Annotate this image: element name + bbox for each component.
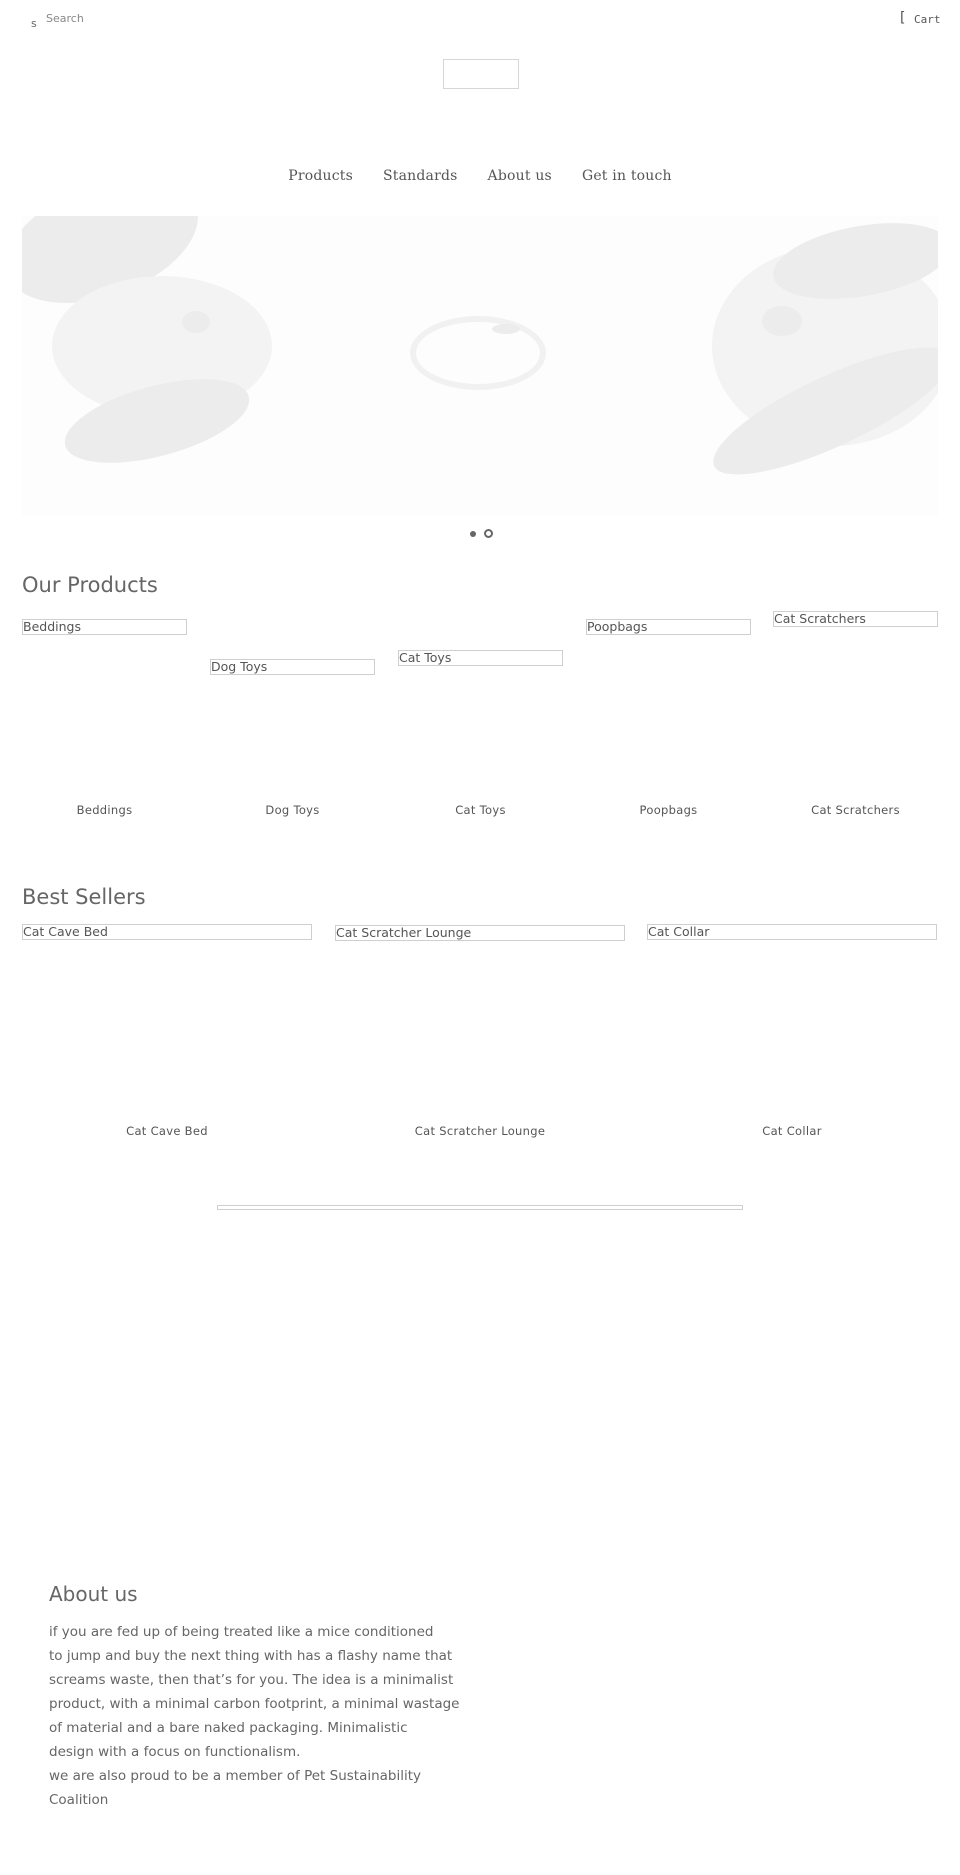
best-seller-caption-cat-cave-bed[interactable]: Cat Cave Bed [126,1124,208,1138]
best-seller-caption-cat-scratcher-lounge[interactable]: Cat Scratcher Lounge [414,1124,546,1138]
nav-item-about-us[interactable]: About us [487,168,552,184]
nav-item-products[interactable]: Products [288,168,353,184]
nav-item-get-in-touch[interactable]: Get in touch [581,168,672,184]
product-caption-cat-scratchers[interactable]: Cat Scratchers [811,803,900,817]
search-input[interactable] [46,9,246,27]
product-caption-beddings[interactable]: Beddings [76,803,133,817]
product-caption-dog-toys[interactable]: Dog Toys [265,803,320,817]
hero-decor [410,316,546,390]
product-image-cat-scratchers[interactable]: Cat Scratchers [773,611,938,627]
product-image-poopbags[interactable]: Poopbags [586,619,751,635]
search-icon: s [31,17,37,30]
main-nav [0,168,960,184]
section-divider-bar [217,1205,743,1210]
about-section-title: About us [49,1582,138,1606]
hero-decor [492,324,520,334]
hero-decor [182,311,210,333]
product-caption-poopbags[interactable]: Poopbags [639,803,698,817]
hero-decor [762,306,802,336]
best-seller-image-cat-collar[interactable]: Cat Collar [647,924,937,940]
best-seller-image-cat-scratcher-lounge[interactable]: Cat Scratcher Lounge [335,925,625,941]
products-section-title: Our Products [22,573,158,597]
best-sellers-section-title: Best Sellers [22,885,146,909]
slideshow-dots [470,529,493,538]
product-image-beddings[interactable]: Beddings [22,619,187,635]
slide-dot-2[interactable] [484,529,493,538]
slide-dot-1[interactable] [470,531,476,537]
site-logo[interactable] [443,59,519,89]
cart-link[interactable]: Cart [914,13,941,26]
hero-slideshow[interactable] [22,216,938,516]
product-image-dog-toys[interactable]: Dog Toys [210,659,375,675]
best-seller-caption-cat-collar[interactable]: Cat Collar [762,1124,822,1138]
best-seller-image-cat-cave-bed[interactable]: Cat Cave Bed [22,924,312,940]
cart-icon[interactable]: [ [900,10,906,26]
product-caption-cat-toys[interactable]: Cat Toys [455,803,506,817]
nav-item-standards[interactable]: Standards [383,168,458,184]
about-section-text: if you are fed up of being treated like a mice conditioned to jump and buy the next thing with has a flashy name that screams waste, then that’s for you. The idea is a minimalist product, with a minimal carbon footprint, a minimal wastage of material and a bare naked packaging. Minimalistic design with a focus on functionalism. we are also proud to be a member of Pet Sustainability Coalition [49,1624,460,1808]
product-image-cat-toys[interactable]: Cat Toys [398,650,563,666]
